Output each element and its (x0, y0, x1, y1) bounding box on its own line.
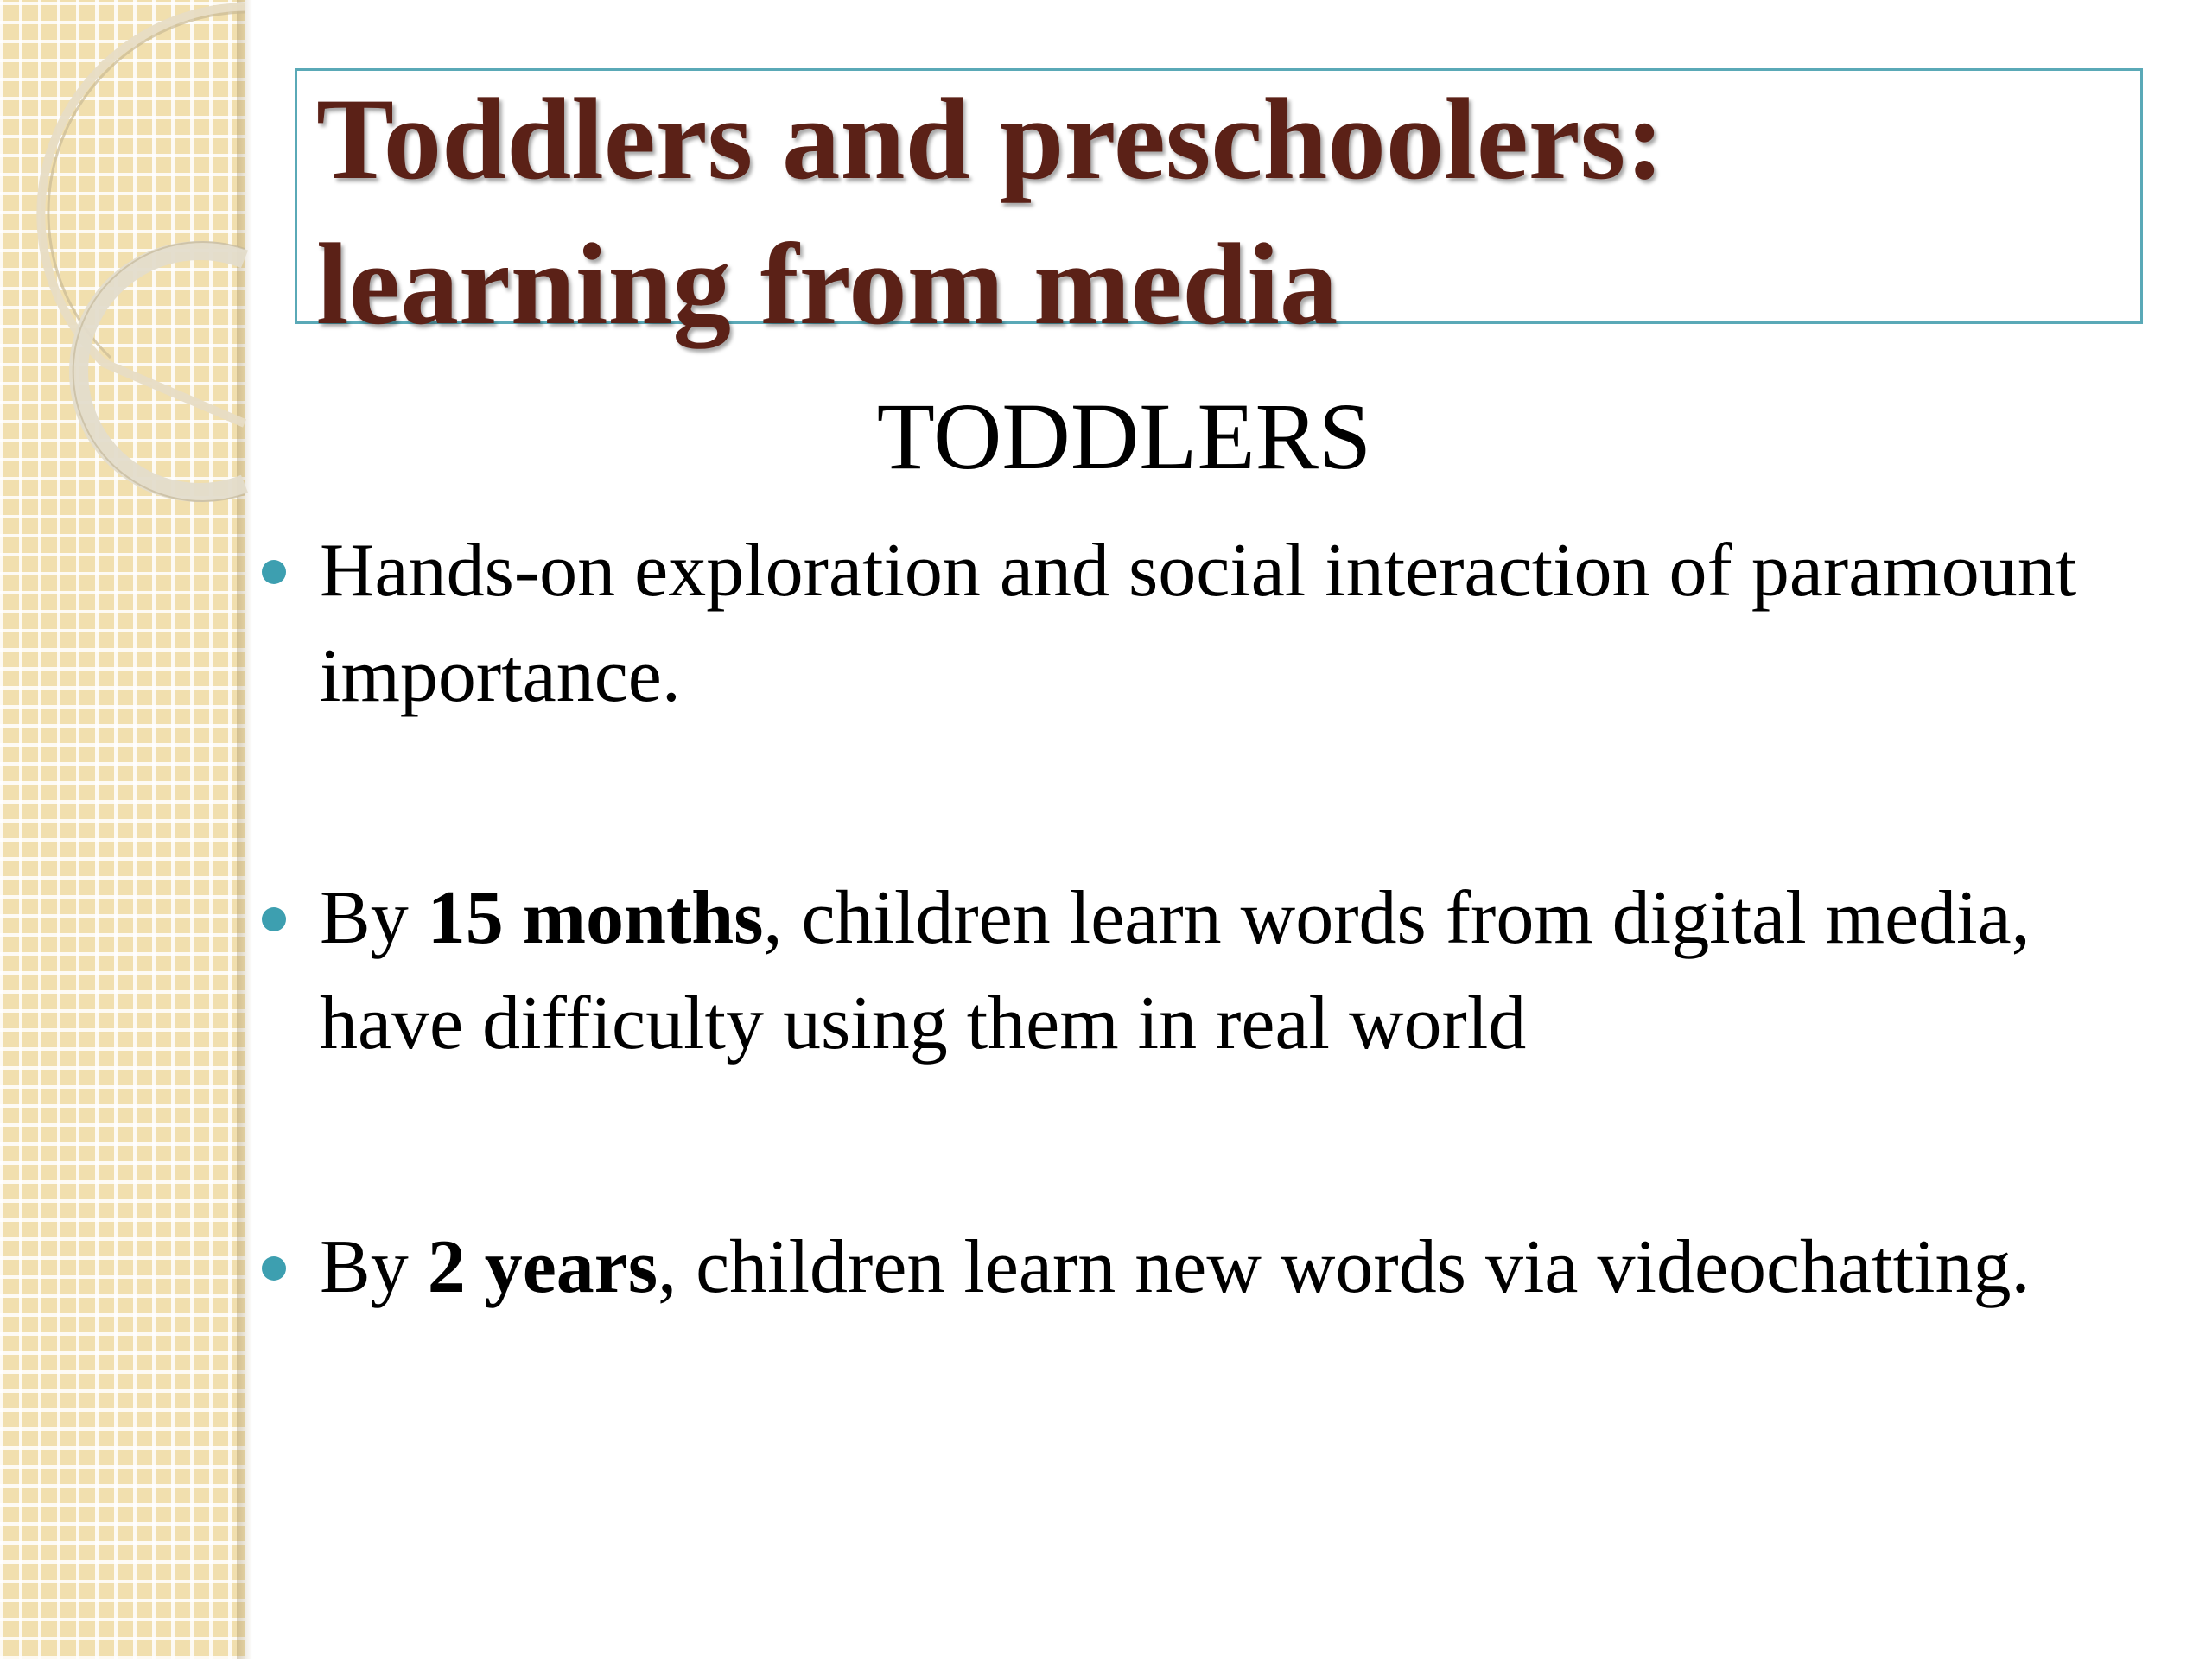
bullet-prefix: By (320, 876, 428, 960)
bullet-emphasis: 15 months (427, 876, 764, 960)
title-line-2: learning from media (316, 220, 1338, 349)
title-line-1: Toddlers and preschoolers: (316, 75, 1665, 204)
bullet-prefix: By (320, 1225, 428, 1309)
bullet-dot-icon (262, 907, 286, 931)
bullet-emphasis: 2 years (427, 1225, 658, 1309)
bullet-dot-icon (262, 560, 286, 584)
small-ring-arc-shade (73, 242, 245, 501)
bullet-text: Hands-on exploration and social interaction of paramount importance. (320, 529, 2077, 718)
decorative-rings (0, 0, 259, 553)
bullet-suffix: , children learn words from digital media, have difficulty using them in real world (320, 876, 2031, 1065)
bullet-dot-icon (262, 1256, 286, 1281)
bullet-item (320, 866, 2160, 1077)
bullet-item (320, 518, 2160, 729)
slide-title (316, 67, 2131, 358)
bullet-suffix: , children learn new words via videochatting. (658, 1225, 2031, 1309)
section-heading: TODDLERS (876, 384, 1372, 489)
large-ring-arc-shade (48, 12, 245, 358)
bullet-item (320, 1208, 2160, 1327)
